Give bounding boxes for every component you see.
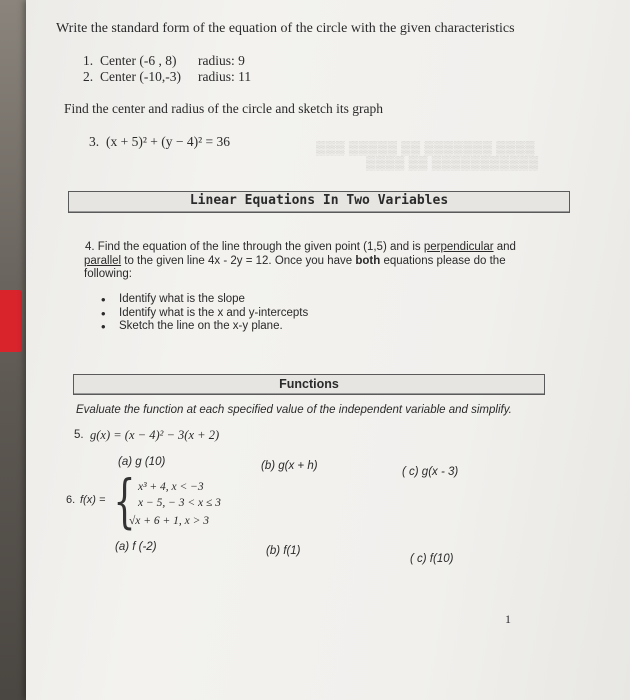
q4-text-d: equations please do the (380, 255, 506, 267)
q5-number: 5. (74, 429, 84, 441)
item-2-number: 2. (83, 69, 94, 84)
q4-text-b: and (493, 241, 516, 253)
section-title-linear: Linear Equations In Two Variables (189, 193, 449, 208)
item-1-radius: radius: 9 (198, 53, 245, 68)
q6-part-b: (b) f(1) (266, 545, 301, 557)
q4-line-3: following: (84, 268, 132, 280)
bullet-dot: • (101, 306, 106, 321)
item-3-equation: (x + 5)² + (y − 4)² = 36 (106, 134, 231, 149)
bullet-intercepts: Identify what is the x and y-intercepts (119, 307, 309, 319)
q5-part-c: ( c) g(x - 3) (402, 466, 459, 478)
item-2-radius: radius: 11 (198, 69, 252, 84)
q4-parallel: parallel (84, 255, 122, 267)
q6-case-3: √x + 6 + 1, x > 3 (129, 515, 210, 527)
instruction-circle-standard-form: Write the standard form of the equation of the circle with the given characteristics (56, 21, 515, 36)
functions-instruction: Evaluate the function at each specified value of the independent variable and simplify. (76, 404, 512, 416)
q4-text-a: Find the equation of the line through the given point (1,5) and is (97, 241, 424, 253)
section-title-functions: Functions (279, 377, 339, 391)
q4-both: both (355, 255, 381, 267)
bullet-sketch: Sketch the line on the x-y plane. (119, 320, 283, 332)
item-1-center: Center (-6 , 8) (100, 53, 177, 68)
brace-symbol: { (113, 467, 136, 535)
instruction-center-radius: Find the center and radius of the circle and sketch its graph (64, 101, 384, 116)
item-1-number: 1. (83, 53, 94, 68)
bullet-dot: • (101, 319, 106, 334)
bullet-slope: Identify what is the slope (119, 293, 245, 305)
q4-perpendicular: perpendicular (423, 241, 494, 253)
bleed-through-texture: ▒▒▒▒ ▒▒ ▒▒▒▒▒▒▒▒▒▒▒ (366, 155, 539, 170)
q6-case-1: x³ + 4, x < −3 (138, 481, 204, 493)
section-banner-functions (73, 374, 545, 395)
item-3-number: 3. (89, 134, 100, 149)
q4-text-c: to the given line 4x - 2y = 12. Once you have (121, 255, 356, 267)
bleed-through-texture: ▒▒▒ ▒▒▒▒▒ ▒▒ ▒▒▒▒▒▒▒ ▒▒▒▒ (316, 140, 535, 155)
q4-line-2 (84, 255, 506, 267)
q6-number: 6. (66, 494, 76, 506)
sticky-note (0, 290, 22, 352)
page-number: 1 (505, 612, 511, 626)
q6-label: f(x) = (80, 494, 106, 506)
q4-number: 4. (85, 241, 95, 253)
worksheet-page (26, 0, 630, 700)
q5-function: g(x) = (x − 4)² − 3(x + 2) (90, 428, 220, 442)
q5-part-b: (b) g(x + h) (261, 460, 318, 472)
q6-part-c: ( c) f(10) (410, 553, 454, 565)
section-banner-linear (68, 191, 570, 213)
q6-part-a: (a) f (-2) (115, 541, 157, 553)
q6-case-2: x − 5, − 3 < x ≤ 3 (138, 497, 221, 509)
item-2-center: Center (-10,-3) (100, 69, 181, 84)
q5-part-a: (a) g (10) (118, 456, 166, 468)
bullet-dot: • (101, 292, 106, 307)
q4-line-1 (85, 241, 516, 253)
